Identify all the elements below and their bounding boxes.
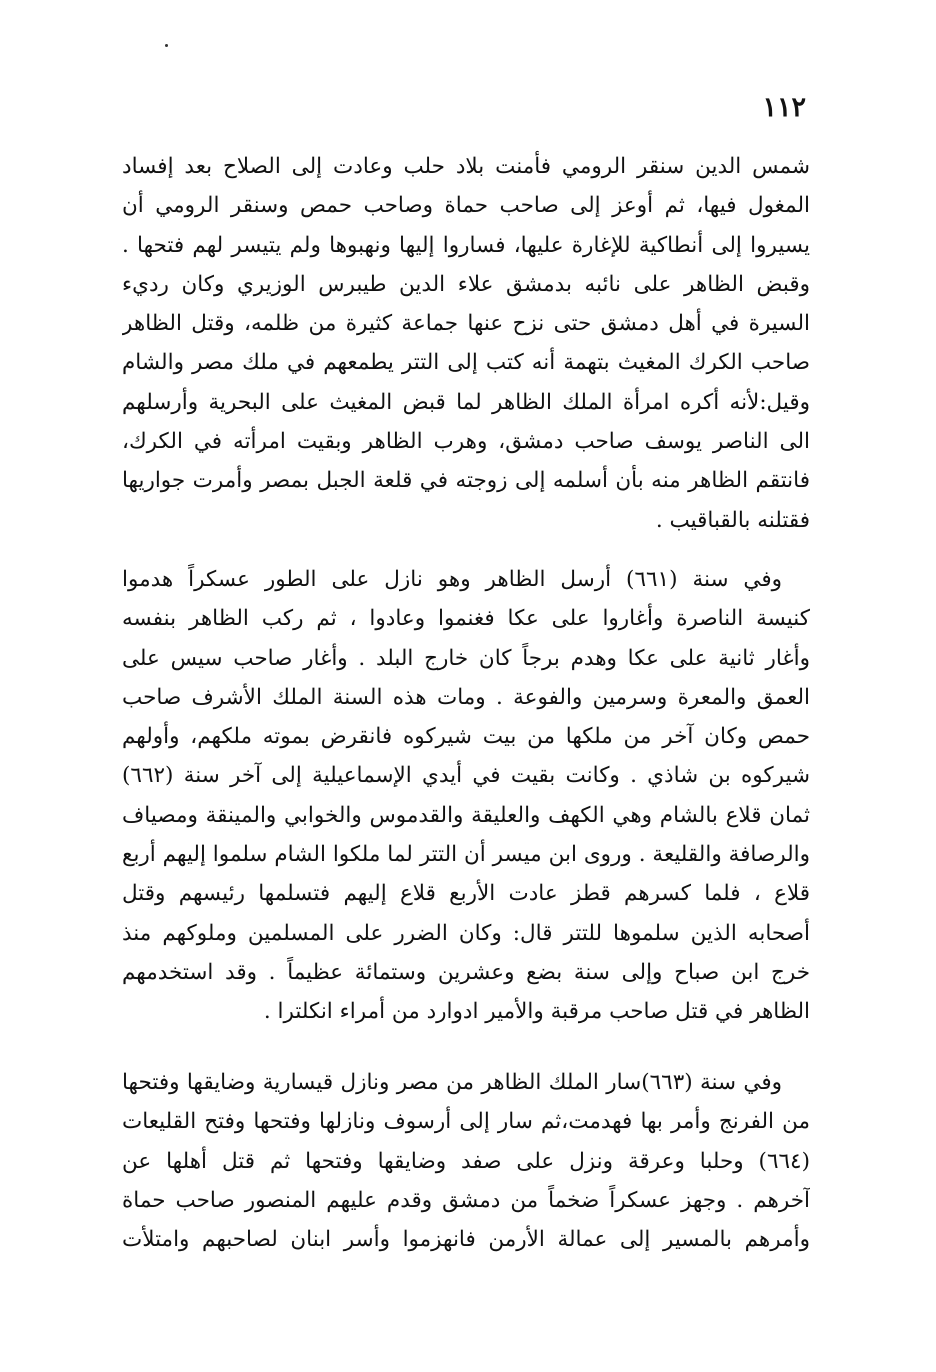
text-line: صاحب الكرك المغيث بتهمة أنه كتب إلى التتر يطمعهم في ملك مصر والشام [122,350,810,376]
text-line: آخرهم . وجهز عسكراً ضخماً من دمشق وقدم عليهم المنصور صاحب حماة [122,1187,810,1213]
text-line: شيركوه بن شاذي . وكانت بقيت في أيدي الإسماعيلية إلى آخر سنة (٦٦٢) [122,763,810,789]
text-line: أصحابه الذين سلموها للتتر قال: وكان الضرر على المسلمين وملوكهم منذ [122,920,810,946]
page-number: ١١٢ [762,92,806,123]
paragraph-2 [122,560,810,1032]
text-line: يسيروا إلى أنطاكية للإغارة عليها، فساروا إليها ونهبوها ولم يتيسر لهم فتحها . [122,232,810,258]
text-line: وأمرهم بالمسير إلى عمالة الأرمن فانهزموا وأسر ابنان لصاحبهم وامتلأت [122,1227,810,1253]
text-line: فقتلنه بالقباقيب . [655,507,810,533]
ink-speck [165,44,168,47]
paragraph-3 [122,1063,810,1259]
text-line: من الفرنج وأمر بها فهدمت،ثم سار إلى أرسوف ونازلها وفتحها وفتح القليعات [122,1109,810,1135]
text-line: شمس الدين سنقر الرومي فأمنت بلاد حلب وعادت إلى الصلاح بعد إفساد [122,154,810,179]
text-line: فانتقم الظاهر منه بأن أسلمه إلى زوجته في قلعة الجبل بمصر وأمرت جواريها [122,468,810,494]
text-line: الى الناصر يوسف صاحب دمشق، وهرب الظاهر وبقيت امرأته في الكرك، [122,429,810,455]
text-line: المغول فيها، ثم أوعز إلى صاحب حماة وصاحب حمص وسنقر الرومي أن [122,193,810,219]
text-line: العمق والمعرة وسرمين والفوعة . ومات هذه السنة الملك الأشرف صاحب [122,684,810,710]
text-line: حمص وكان آخر من ملكها من بيت شيركوه فانقرض بموته ملكهم، وأولهم [122,724,810,750]
text-line: (٦٦٤) وحلبا وعرقة ونزل على صفد وضايقها وفتحها ثم قتل أهلها عن [122,1148,810,1174]
text-line: السيرة في أهل دمشق حتى نزح عنها جماعة كثيرة من ظلمه، وقتل الظاهر [122,311,810,337]
text-line: وقبض الظاهر على نائبه بدمشق علاء الدين طيبرس الوزيري وكان رديء [122,271,810,297]
text-line: وفي سنة (٦٦١) أرسل الظاهر وهو نازل على الطور عسكراً هدموا [122,567,783,592]
text-line: كنيسة الناصرة وأغاروا على عكا فغنموا وعادوا ، ثم ركب الظاهر بنفسه [122,606,810,632]
text-line: ثمان قلاع بالشام وهي الكهف والعليقة والقدموس والخوابي والمينقة ومصياف [122,802,810,828]
paragraph-1 [122,147,810,540]
text-line: الظاهر في قتل صاحب مرقبة والأمير ادوارد من أمراء انكلترا . [263,999,810,1025]
text-line: خرج ابن صباح وإلى سنة بضع وعشرين وستمائة عظيماً . وقد استخدمهم [122,959,810,985]
text-line: وأغار ثانية على عكا وهدم برجاً كان خارج البلد . وأغار صاحب سيس على [122,645,810,671]
text-line: وقيل:لأنه أكره امرأة الملك الظاهر لما قبض المغيث على البحرية وأرسلهم [122,389,810,415]
text-line: والرصافة والقليعة . وروى ابن ميسر أن التتر لما ملكوا الشام سلموا إليهم أربع [122,842,810,868]
text-line: قلاع ، فلما كسرهم قطز عادت الأربع قلاع إليهم فتسلمها رئيسهم وقتل [122,881,810,907]
text-line: وفي سنة (٦٦٣)سار الملك الظاهر من مصر ونازل قيسارية وضايقها وفتحها [122,1070,783,1095]
